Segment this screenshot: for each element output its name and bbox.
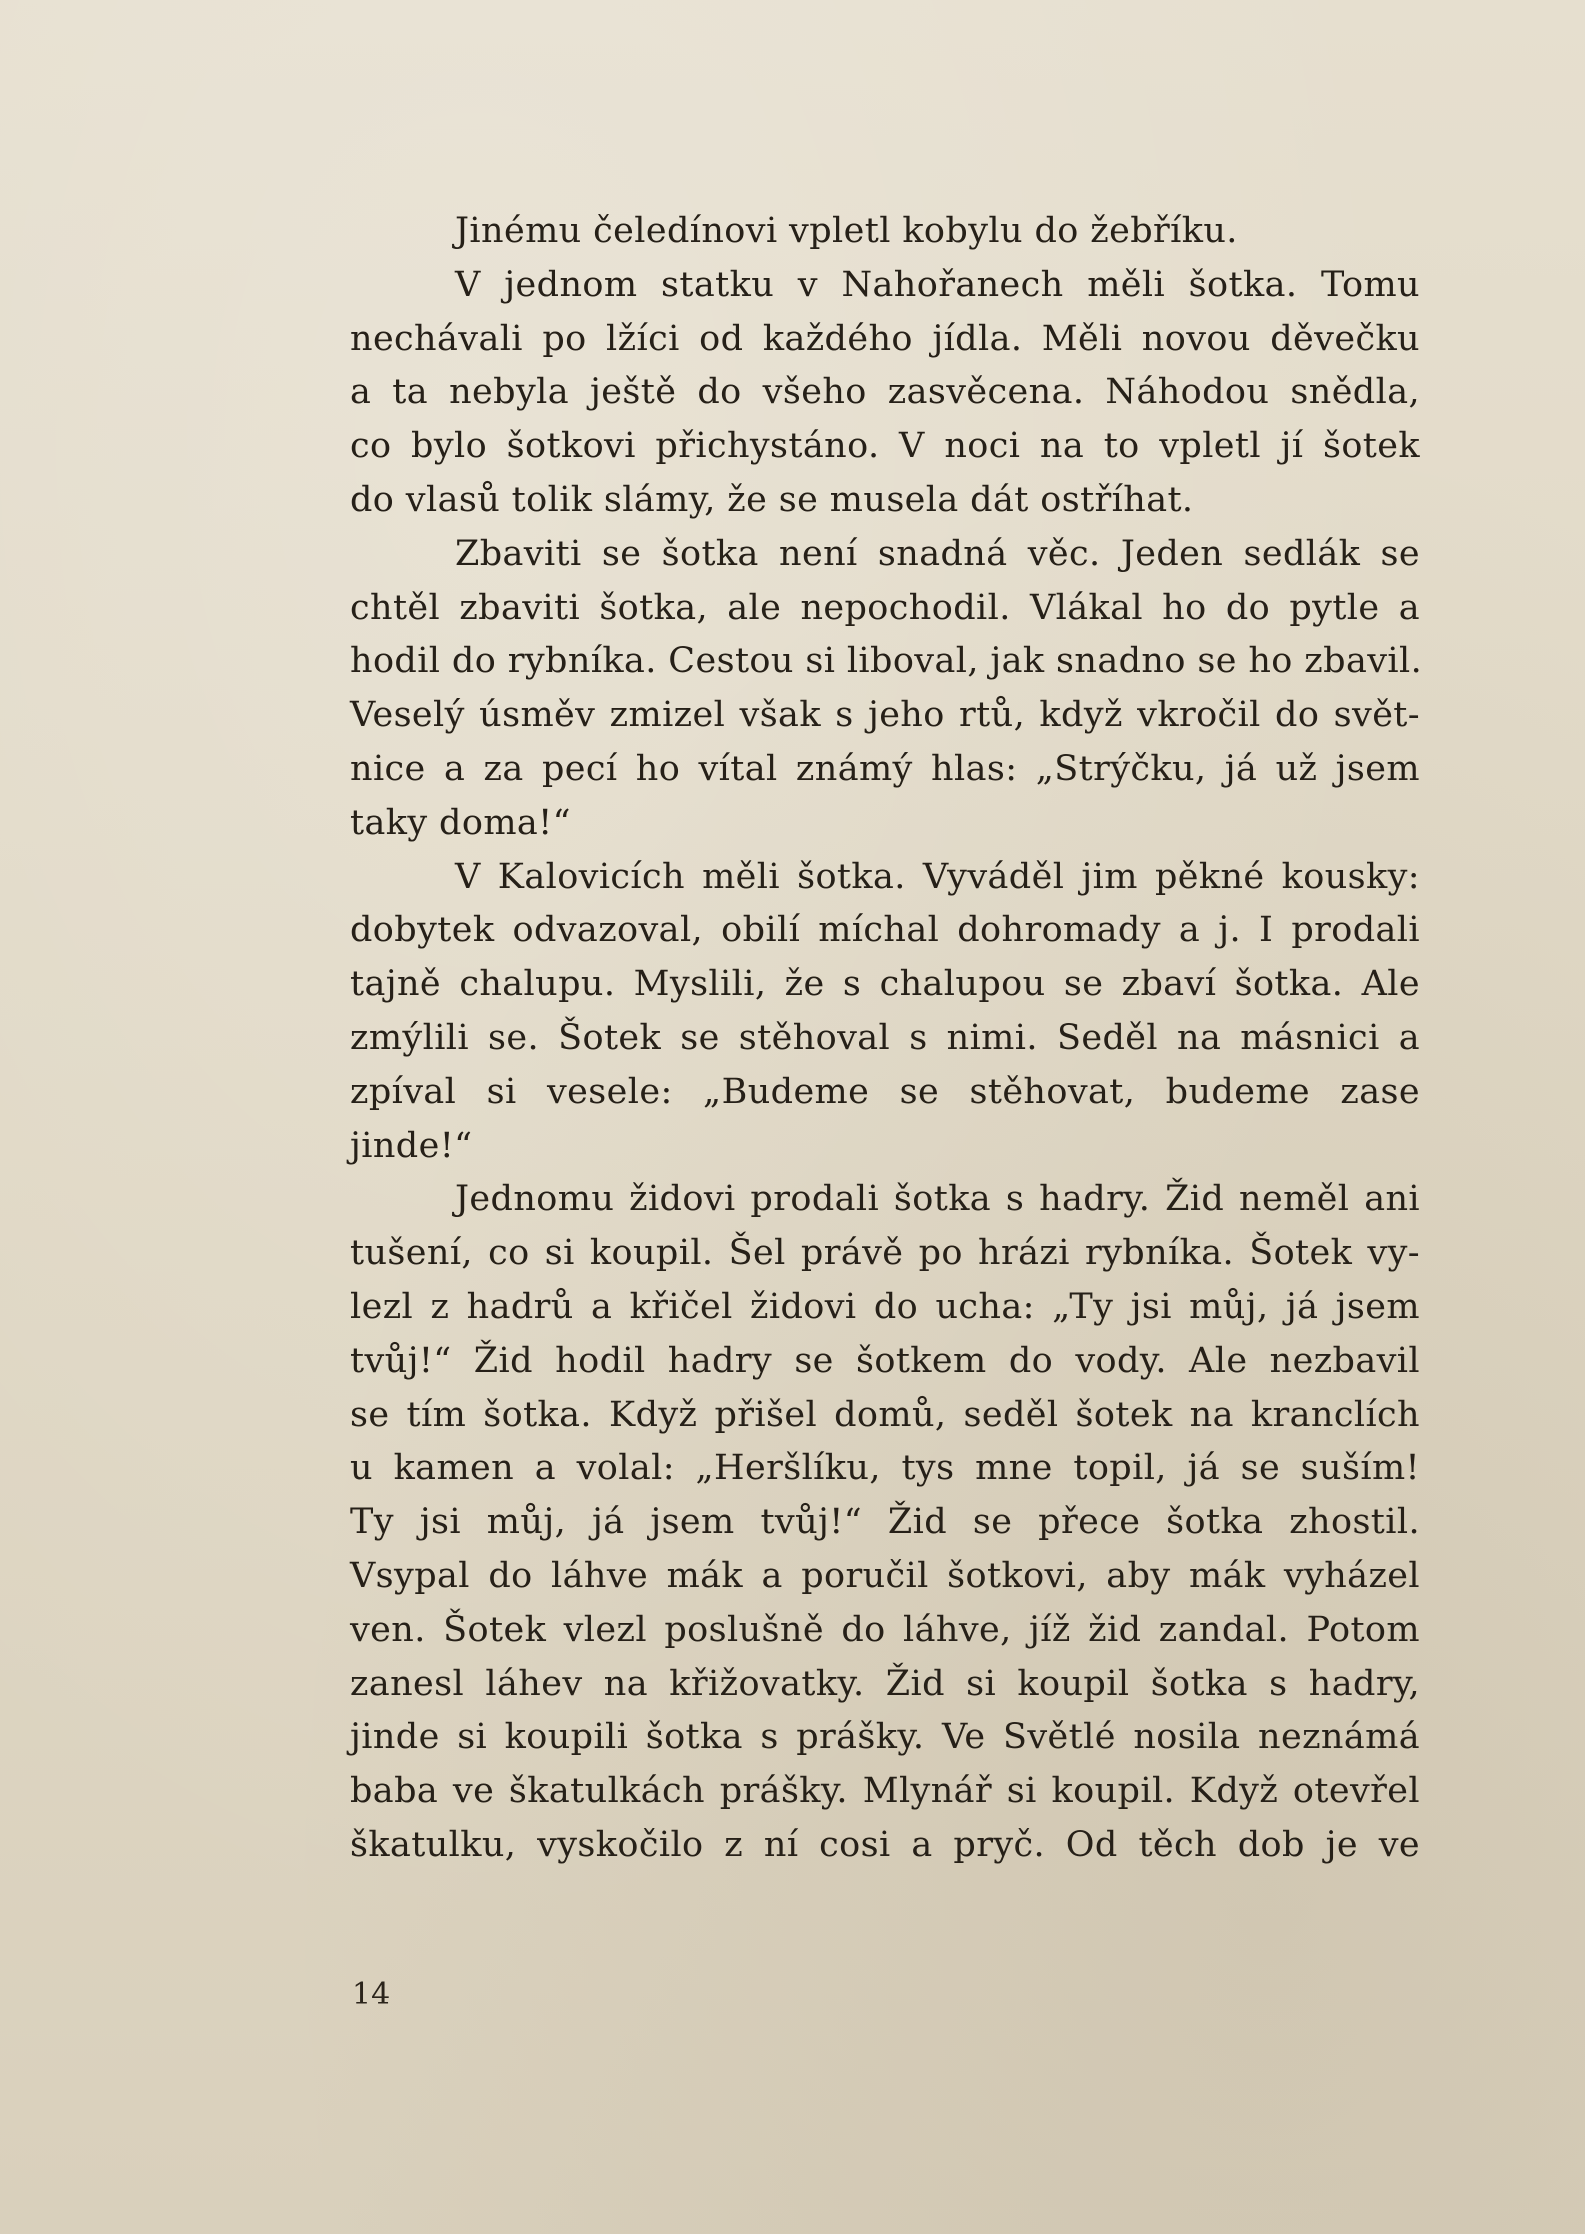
- text-line: jinde si koupili šotka s prášky. Ve Světlé nosila neznámá: [350, 1717, 1420, 1758]
- text-line: Ty jsi můj, já jsem tvůj!“ Žid se přece šotka zhostil.: [350, 1502, 1420, 1543]
- page-number: 14: [352, 1977, 391, 2012]
- text-line: chtěl zbaviti šotka, ale nepochodil. Vlákal ho do pytle a: [350, 587, 1420, 628]
- text-line: Veselý úsměv zmizel však s jeho rtů, když vkročil do svět-: [350, 695, 1420, 736]
- text-line: jinde!“: [350, 1125, 473, 1166]
- text-line: V jednom statku v Nahořanech měli šotka. Tomu: [455, 264, 1420, 305]
- text-line: taky doma!“: [350, 802, 571, 843]
- text-line: u kamen a volal: „Heršlíku, tys mne topil, já se suším!: [350, 1448, 1420, 1489]
- text-line: do vlasů tolik slámy, že se musela dát ostříhat.: [350, 479, 1194, 520]
- text-line: nechávali po lžíci od každého jídla. Měli novou děvečku: [350, 318, 1420, 359]
- text-line: tušení, co si koupil. Šel právě po hrázi rybníka. Šotek vy-: [350, 1233, 1420, 1274]
- text-line: tvůj!“ Žid hodil hadry se šotkem do vody. Ale nezbavil: [350, 1340, 1420, 1381]
- text-line: Jednomu židovi prodali šotka s hadry. Žid neměl ani: [455, 1179, 1420, 1220]
- text-line: a ta nebyla ještě do všeho zasvěcena. Náhodou snědla,: [350, 372, 1420, 413]
- text-line: lezl z hadrů a křičel židovi do ucha: „Ty jsi můj, já jsem: [350, 1286, 1420, 1327]
- text-line: nice a za pecí ho vítal známý hlas: „Strýčku, já už jsem: [350, 748, 1420, 789]
- text-line: co bylo šotkovi přichystáno. V noci na to vpletl jí šotek: [350, 426, 1420, 467]
- text-line: zanesl láhev na křižovatky. Žid si koupil šotka s hadry,: [350, 1663, 1420, 1704]
- text-line: zmýlili se. Šotek se stěhoval s nimi. Seděl na másnici a: [350, 1017, 1420, 1058]
- text-line: hodil do rybníka. Cestou si liboval, jak snadno se ho zbavil.: [350, 641, 1423, 682]
- text-line: Zbaviti se šotka není snadná věc. Jeden sedlák se: [455, 533, 1420, 574]
- body-text: [350, 205, 1423, 1873]
- text-line: škatulku, vyskočilo z ní cosi a pryč. Od těch dob je ve: [350, 1824, 1420, 1865]
- text-line: V Kalovicích měli šotka. Vyváděl jim pěkné kousky:: [455, 856, 1420, 897]
- text-line: ven. Šotek vlezl poslušně do láhve, jíž žid zandal. Potom: [350, 1609, 1420, 1650]
- text-line: dobytek odvazoval, obilí míchal dohromady a j. I prodali: [350, 910, 1420, 951]
- text-line: zpíval si vesele: „Budeme se stěhovat, budeme zase: [350, 1071, 1420, 1112]
- text-line: se tím šotka. Když přišel domů, seděl šotek na kranclích: [350, 1394, 1420, 1435]
- text-line: baba ve škatulkách prášky. Mlynář si koupil. Když otevřel: [350, 1771, 1420, 1812]
- text-line: tajně chalupu. Myslili, že s chalupou se zbaví šotka. Ale: [350, 964, 1420, 1005]
- text-line: Jinému čeledínovi vpletl kobylu do žebříku.: [455, 211, 1238, 251]
- text-line: Vsypal do láhve mák a poručil šotkovi, aby mák vyházel: [350, 1555, 1420, 1596]
